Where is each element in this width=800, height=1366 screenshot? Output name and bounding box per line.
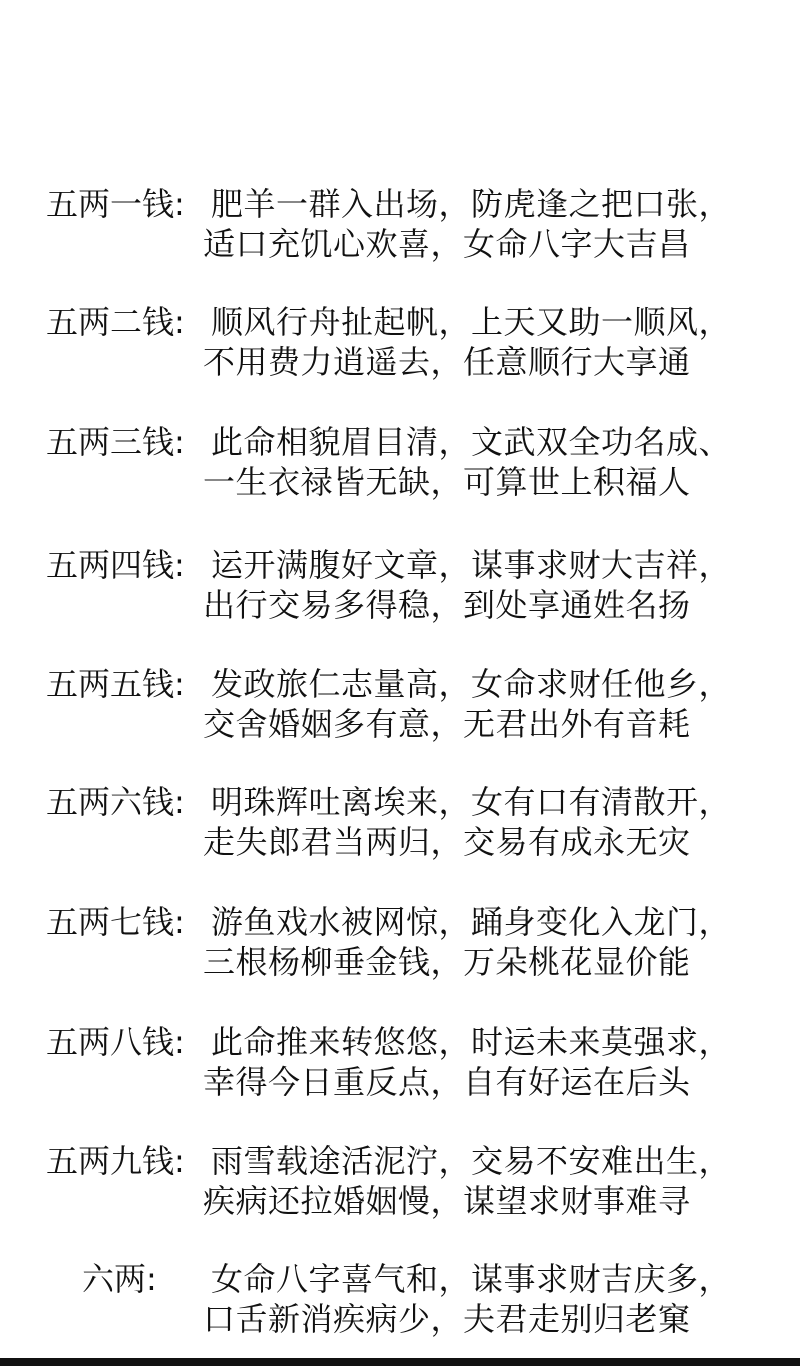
verse-line-1: 游鱼戏水被网惊，踊身变化入龙门， [211, 903, 732, 941]
weight-label: 五两一钱: [46, 185, 185, 223]
weight-label: 五两五钱: [46, 665, 185, 703]
entry-five-taels-six-qian [0, 782, 800, 872]
entry-five-taels-one-qian [0, 184, 800, 274]
entry-five-taels-nine-qian [0, 1141, 800, 1231]
verse-line-2: 适口充饥心欢喜，女命八字大吉昌 [203, 225, 691, 263]
verse-line-2: 一生衣禄皆无缺，可算世上积福人 [203, 463, 691, 501]
entry-six-taels [0, 1259, 800, 1349]
verse-line-1: 女命八字喜气和，谋事求财吉庆多， [211, 1260, 732, 1298]
entry-five-taels-three-qian [0, 422, 800, 512]
verse-line-2: 走失郎君当两归，交易有成永无灾 [203, 823, 691, 861]
verse-line-2: 疾病还拉婚姻慢，谋望求财事难寻 [203, 1182, 691, 1220]
verse-line-1: 明珠辉吐离埃来，女有口有清散开， [211, 783, 732, 821]
verse-line-2: 口舌新消疾病少，夫君走别归老窠 [203, 1300, 691, 1338]
verse-line-2: 出行交易多得稳，到处享通姓名扬 [203, 586, 691, 624]
verse-line-1: 肥羊一群入出场，防虎逢之把口张， [211, 185, 732, 223]
verse-line-1: 此命相貌眉目清，文武双全功名成、 [211, 423, 732, 461]
verse-line-2: 交舍婚姻多有意，无君出外有音耗 [203, 705, 691, 743]
verse-line-1: 顺风行舟扯起帆，上天又助一顺风， [211, 303, 732, 341]
bottom-edge-bar [0, 1358, 800, 1366]
weight-label: 五两二钱: [46, 303, 185, 341]
verse-line-1: 此命推来转悠悠，时运未来莫强求， [211, 1023, 732, 1061]
weight-label: 五两三钱: [46, 423, 185, 461]
entry-five-taels-five-qian [0, 664, 800, 754]
entry-five-taels-eight-qian [0, 1022, 800, 1112]
entry-five-taels-seven-qian [0, 902, 800, 992]
weight-label: 五两九钱: [46, 1142, 185, 1180]
weight-label: 五两八钱: [46, 1023, 185, 1061]
weight-label: 五两六钱: [46, 783, 185, 821]
weight-label: 五两七钱: [46, 903, 185, 941]
weight-label: 五两四钱: [46, 546, 185, 584]
verse-line-2: 不用费力逍遥去，任意顺行大享通 [203, 343, 691, 381]
verse-line-2: 三根杨柳垂金钱，万朵桃花显价能 [203, 943, 691, 981]
entry-five-taels-two-qian [0, 302, 800, 392]
weight-label: 六两: [82, 1260, 157, 1298]
verse-line-2: 幸得今日重反点，自有好运在后头 [203, 1063, 691, 1101]
verse-line-1: 运开满腹好文章，谋事求财大吉祥， [211, 546, 732, 584]
verse-line-1: 雨雪载途活泥泞，交易不安难出生， [211, 1142, 732, 1180]
verse-line-1: 发政旅仁志量高，女命求财任他乡， [211, 665, 732, 703]
entry-five-taels-four-qian [0, 545, 800, 635]
